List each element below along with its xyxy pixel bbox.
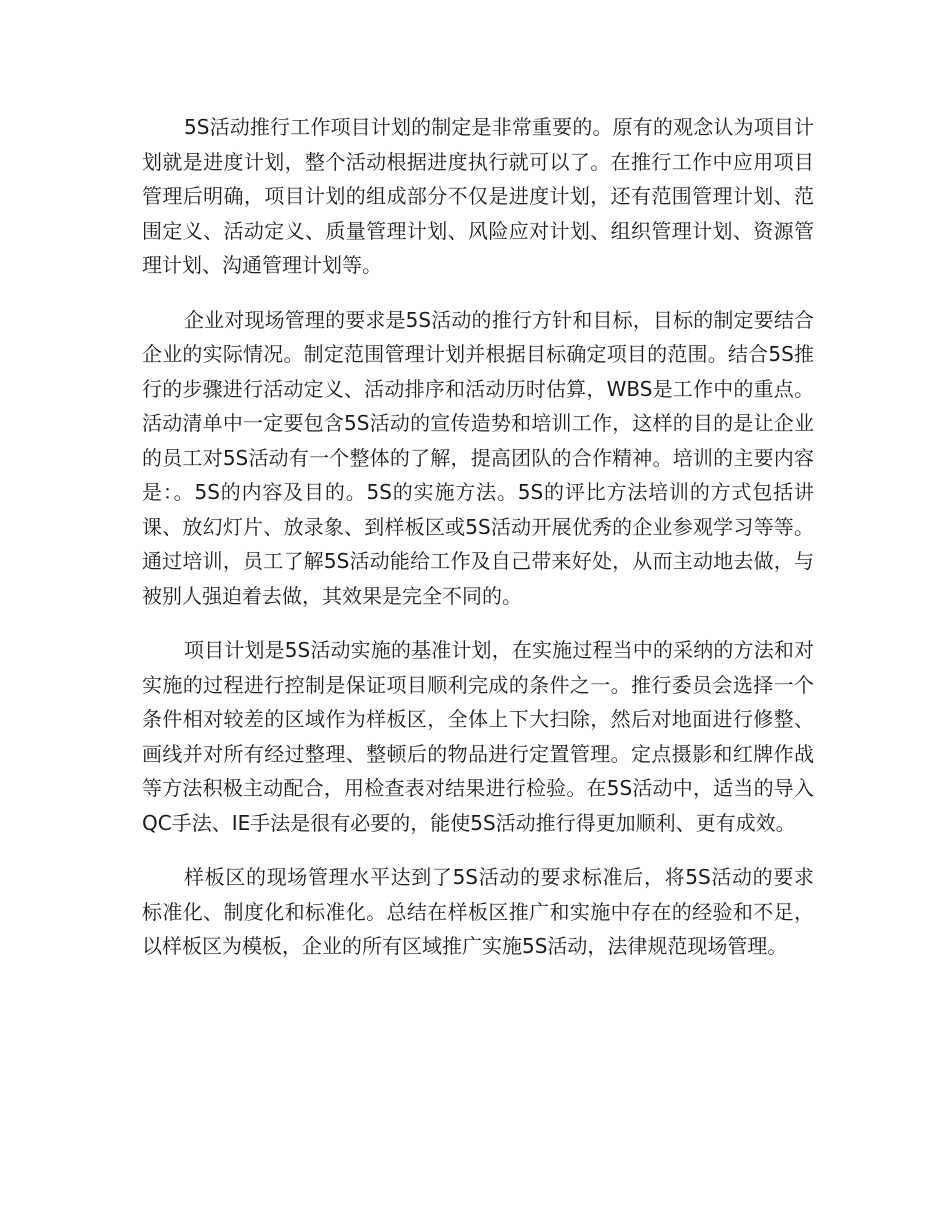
document-body [142,110,814,964]
paragraph-1: 5S活动推行工作项目计划的制定是非常重要的。原有的观念认为项目计划就是进度计划，整个活动根据进度执行就可以了。在推行工作中应用项目管理后明确，项目计划的组成部分不仅是进度计划，还有范围管理计划、范围定义、活动定义、质量管理计划、风险应对计划、组织管理计划、资源管理计划、沟通管理计划等。 [142,115,814,277]
paragraph-4: 样板区的现场管理水平达到了5S活动的要求标准后，将5S活动的要求标准化、制度化和标准化。总结在样板区推广和实施中存在的经验和不足，以样板区为模板，企业的所有区域推广实施5S活动，法律规范现场管理。 [142,865,814,958]
paragraph-3: 项目计划是5S活动实施的基准计划，在实施过程当中的采纳的方法和对实施的过程进行控制是保证项目顺利完成的条件之一。推行委员会选择一个条件相对较差的区域作为样板区，全体上下大扫除，然后对地面进行修整、画线并对所有经过整理、整顿后的物品进行定置管理。定点摄影和红牌作战等方法积极主动配合，用检查表对结果进行检验。在5S活动中，适当的导入QC手法、IE手法是很有必要的，能使5S活动推行得更加顺利、更有成效。 [142,638,814,835]
paragraph-2: 企业对现场管理的要求是5S活动的推行方针和目标，目标的制定要结合企业的实际情况。制定范围管理计划并根据目标确定项目的范围。结合5S推行的步骤进行活动定义、活动排序和活动历时估算，WBS是工作中的重点。活动清单中一定要包含5S活动的宣传造势和培训工作，这样的目的是让企业的员工对5S活动有一个整体的了解，提高团队的合作精神。培训的主要内容是：。5S的内容及目的。5S的实施方法。5S的评比方法培训的方式包括讲课、放幻灯片、放录象、到样板区或5S活动开展优秀的企业参观学习等等。通过培训，员工了解5S活动能给工作及自己带来好处，从而主动地去做，与被别人强迫着去做，其效果是完全不同的。 [142,307,814,608]
